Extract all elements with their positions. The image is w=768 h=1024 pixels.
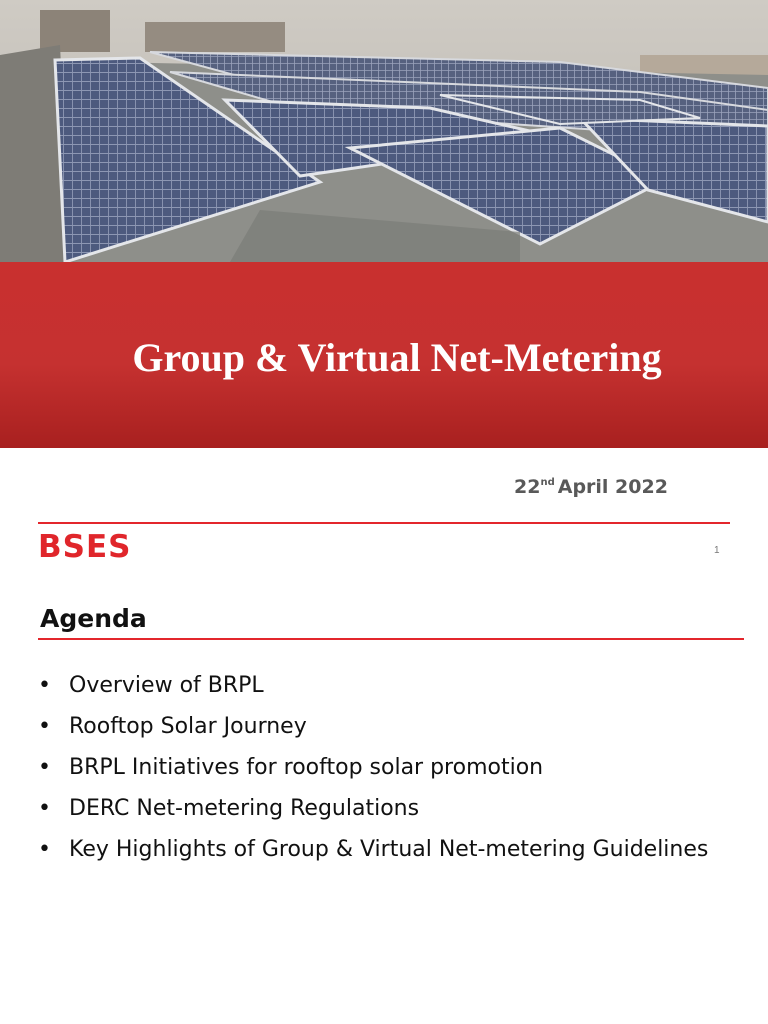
list-item — [38, 750, 738, 785]
list-item — [38, 832, 738, 867]
logo-text: BSES — [38, 530, 132, 560]
agenda-list — [38, 668, 738, 873]
bullet-icon: • — [38, 837, 51, 862]
divider-line — [38, 522, 730, 524]
list-item — [38, 791, 738, 826]
date-day: 22 — [514, 476, 541, 498]
agenda-item-text: DERC Net-metering Regulations — [69, 796, 420, 821]
list-item — [38, 709, 738, 744]
agenda-item-text: Rooftop Solar Journey — [69, 714, 307, 739]
agenda-underline — [38, 638, 744, 640]
slide-number: 1 — [714, 545, 720, 556]
list-item — [38, 668, 738, 703]
bullet-icon: • — [38, 755, 51, 780]
date-suffix: nd — [540, 477, 555, 488]
agenda-heading: Agenda — [40, 604, 147, 633]
presentation-title: Group & Virtual Net-Metering — [132, 335, 662, 380]
agenda-item-text: Overview of BRPL — [69, 673, 264, 698]
bullet-icon: • — [38, 673, 51, 698]
date-month-year: April 2022 — [557, 476, 668, 498]
agenda-item-text: BRPL Initiatives for rooftop solar promotion — [69, 755, 544, 780]
presentation-date — [514, 476, 668, 498]
title-banner — [0, 262, 768, 448]
bullet-icon: • — [38, 796, 51, 821]
bullet-icon: • — [38, 714, 51, 739]
hero-image-solar-panels — [0, 0, 768, 262]
agenda-item-text: Key Highlights of Group & Virtual Net-metering Guidelines — [69, 837, 709, 862]
bses-logo — [37, 530, 155, 560]
